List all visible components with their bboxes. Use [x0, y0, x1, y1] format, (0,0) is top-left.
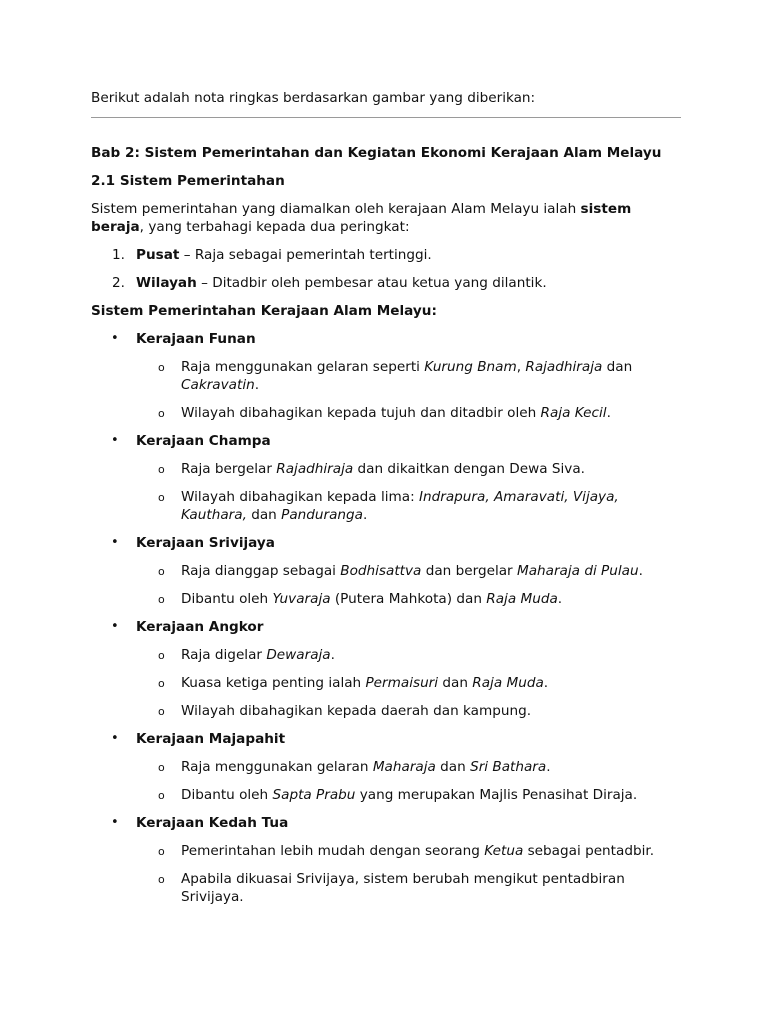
italic-term: Kurung Bnam — [424, 359, 517, 375]
italic-term: Maharaja di Pulau — [516, 563, 639, 579]
paragraph-text: , yang terbahagi kepada dua peringkat: — [139, 219, 410, 235]
italic-term: Rajadhiraja — [525, 359, 603, 375]
circle-bullet-icon: o — [158, 593, 165, 606]
point-text: . — [543, 675, 549, 691]
document-content — [91, 89, 681, 916]
kerajaan-point — [136, 842, 681, 860]
italic-term: Maharaja — [372, 759, 436, 775]
point-text: Dibantu oleh — [181, 787, 273, 803]
bullet-icon: • — [111, 433, 119, 448]
kerajaan-point — [136, 870, 681, 906]
kerajaan-item — [91, 730, 681, 804]
kerajaan-item — [91, 618, 681, 720]
point-text: . — [546, 759, 551, 775]
point-text: dan dikaitkan dengan Dewa Siva. — [353, 461, 586, 477]
intro-paragraph — [91, 200, 681, 236]
point-text: dan — [438, 675, 473, 691]
level-term: Wilayah — [136, 275, 197, 291]
kerajaan-list — [91, 330, 681, 906]
level-description: – Ditadbir oleh pembesar atau ketua yang dilantik. — [196, 275, 547, 291]
kerajaan-name: Kerajaan Funan — [136, 331, 256, 347]
circle-bullet-icon: o — [158, 705, 165, 718]
point-text: Dibantu oleh — [181, 591, 273, 607]
point-text: Raja menggunakan gelaran seperti — [181, 359, 425, 375]
italic-term: Panduranga — [281, 507, 364, 523]
circle-bullet-icon: o — [158, 407, 165, 420]
levels-list — [91, 246, 681, 292]
kerajaan-point — [136, 590, 681, 608]
point-text: dan — [602, 359, 633, 375]
italic-term: Dewaraja — [266, 647, 331, 663]
bullet-icon: • — [111, 535, 119, 550]
point-text: Raja digelar — [181, 647, 267, 663]
circle-bullet-icon: o — [158, 789, 165, 802]
point-text: . — [254, 377, 260, 393]
section-title: 2.1 Sistem Pemerintahan — [91, 173, 285, 189]
kerajaan-point — [136, 646, 681, 664]
circle-bullet-icon: o — [158, 677, 165, 690]
circle-bullet-icon: o — [158, 565, 165, 578]
kerajaan-item — [91, 330, 681, 422]
point-text: . — [363, 507, 368, 523]
circle-bullet-icon: o — [158, 491, 165, 504]
italic-term: Yuvaraja — [272, 591, 331, 607]
paragraph-text: Sistem pemerintahan yang diamalkan oleh kerajaan Alam Melayu ialah — [91, 201, 581, 217]
circle-bullet-icon: o — [158, 649, 165, 662]
kerajaan-point — [136, 488, 681, 524]
kerajaan-point — [136, 702, 681, 720]
kerajaan-item — [91, 432, 681, 524]
circle-bullet-icon: o — [158, 361, 165, 374]
point-text: . — [330, 647, 335, 663]
point-text: . — [557, 591, 563, 607]
point-text: Raja bergelar — [181, 461, 277, 477]
point-text: Wilayah dibahagikan kepada tujuh dan ditadbir oleh — [181, 405, 541, 421]
point-text: . — [606, 405, 611, 421]
level-term: Pusat — [136, 247, 180, 263]
horizontal-divider — [91, 117, 681, 118]
kerajaan-point — [136, 404, 681, 422]
kerajaan-point — [136, 786, 681, 804]
italic-term: Indrapura, Amaravati, Vijaya, Kauthara, — [181, 489, 619, 523]
kerajaan-point — [136, 460, 681, 478]
kerajaan-point — [136, 562, 681, 580]
point-text: yang merupakan Majlis Penasihat Diraja. — [355, 787, 638, 803]
italic-term: Raja Kecil — [540, 405, 607, 421]
bullet-icon: • — [111, 815, 119, 830]
kerajaan-points — [136, 358, 681, 422]
point-text: dan — [435, 759, 471, 775]
italic-term: Sri Bathara — [470, 759, 547, 775]
bullet-icon: • — [111, 331, 119, 346]
level-item — [91, 246, 681, 264]
kerajaan-name: Kerajaan Champa — [136, 433, 271, 449]
kerajaan-name: Kerajaan Srivijaya — [136, 535, 275, 551]
circle-bullet-icon: o — [158, 845, 165, 858]
italic-term: Ketua — [484, 843, 524, 859]
kerajaan-points — [136, 646, 681, 720]
italic-term: Raja Muda — [486, 591, 558, 607]
chapter-title: Bab 2: Sistem Pemerintahan dan Kegiatan Ekonomi Kerajaan Alam Melayu — [91, 145, 662, 161]
kerajaan-points — [136, 460, 681, 524]
kerajaan-name: Kerajaan Angkor — [136, 619, 264, 635]
paragraph-bold-term: sistem beraja — [91, 201, 632, 235]
kerajaan-points — [136, 562, 681, 608]
kerajaan-point — [136, 358, 681, 394]
list-number: 2. — [112, 275, 125, 291]
list-heading: Sistem Pemerintahan Kerajaan Alam Melayu: — [91, 303, 437, 319]
circle-bullet-icon: o — [158, 761, 165, 774]
level-description: – Raja sebagai pemerintah tertinggi. — [179, 247, 432, 263]
kerajaan-points — [136, 842, 681, 906]
point-text: (Putera Mahkota) dan — [330, 591, 487, 607]
kerajaan-item — [91, 534, 681, 608]
intro-text: Berikut adalah nota ringkas berdasarkan gambar yang diberikan: — [91, 90, 536, 106]
kerajaan-point — [136, 674, 681, 692]
bullet-icon: • — [111, 619, 119, 634]
kerajaan-name: Kerajaan Kedah Tua — [136, 815, 289, 831]
level-item — [91, 274, 681, 292]
point-text: Raja dianggap sebagai — [181, 563, 341, 579]
point-text: Wilayah dibahagikan kepada lima: — [181, 489, 419, 505]
kerajaan-name: Kerajaan Majapahit — [136, 731, 286, 747]
italic-term: Bodhisattva — [340, 563, 422, 579]
bullet-icon: • — [111, 731, 119, 746]
point-text: Raja menggunakan gelaran — [181, 759, 373, 775]
italic-term: Rajadhiraja — [276, 461, 354, 477]
point-text: Kuasa ketiga penting ialah — [181, 675, 366, 691]
point-text: Pemerintahan lebih mudah dengan seorang — [181, 843, 485, 859]
circle-bullet-icon: o — [158, 463, 165, 476]
kerajaan-point — [136, 758, 681, 776]
list-number: 1. — [112, 247, 125, 263]
point-text: dan — [246, 507, 282, 523]
circle-bullet-icon: o — [158, 873, 165, 886]
kerajaan-item — [91, 814, 681, 906]
point-text: dan bergelar — [421, 563, 517, 579]
point-text: Wilayah dibahagikan kepada daerah dan kampung. — [181, 703, 532, 719]
point-text: , — [516, 359, 526, 375]
italic-term: Sapta Prabu — [272, 787, 356, 803]
italic-term: Raja Muda — [472, 675, 544, 691]
kerajaan-points — [136, 758, 681, 804]
italic-term: Permaisuri — [365, 675, 439, 691]
point-text: sebagai pentadbir. — [523, 843, 655, 859]
point-text: Apabila dikuasai Srivijaya, sistem berubah mengikut pentadbiran Srivijaya. — [181, 871, 625, 905]
point-text: . — [638, 563, 643, 579]
italic-term: Cakravatin — [181, 377, 255, 393]
